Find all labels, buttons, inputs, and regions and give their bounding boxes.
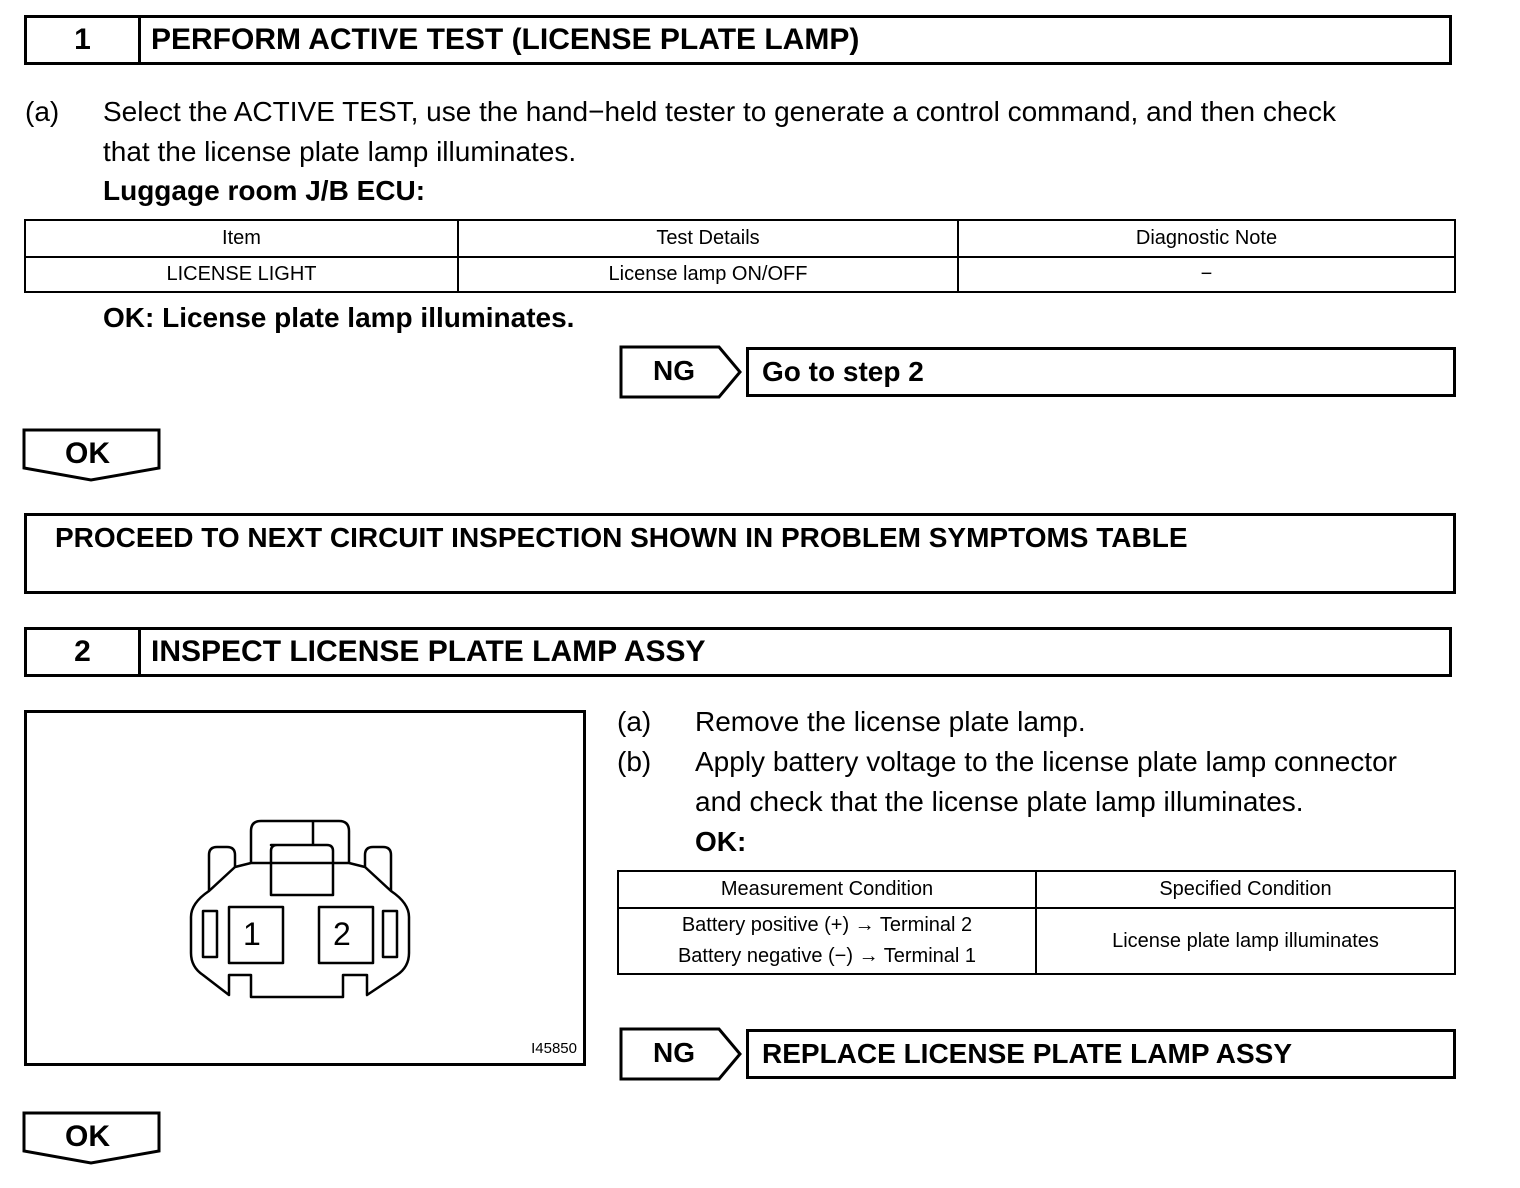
table-header-item: Item: [25, 220, 458, 257]
step-2-ng-label: NG: [653, 1037, 695, 1068]
table-cell-test-details: License lamp ON/OFF: [458, 257, 958, 292]
inspection-table: [617, 870, 1456, 975]
step-2-item-b-marker: (b): [617, 746, 652, 777]
table-cell-diagnostic-note: −: [958, 257, 1455, 292]
measurement-line-1: Battery positive (+) → Terminal 2: [681, 914, 973, 936]
step-1-number: 1: [27, 18, 141, 62]
table-row: [25, 257, 1455, 292]
measurement-line-2: Battery negative (−) → Terminal 1: [677, 945, 977, 967]
table-header-test-details: Test Details: [458, 220, 958, 257]
step-2-number: 2: [27, 630, 141, 674]
proceed-box: PROCEED TO NEXT CIRCUIT INSPECTION SHOWN IN PROBLEM SYMPTOMS TABLE: [24, 513, 1456, 594]
step-2-header: [24, 627, 1452, 677]
step-1-ng-action: Go to step 2: [746, 347, 1456, 397]
table-cell-measurement: [618, 908, 1036, 974]
step-2-ok-label: OK: [65, 1120, 110, 1153]
step-1-title: PERFORM ACTIVE TEST (LICENSE PLATE LAMP): [151, 23, 860, 56]
table-header-diagnostic-note: Diagnostic Note: [958, 220, 1455, 257]
step-2-item-a: Remove the license plate lamp.: [695, 706, 1086, 737]
terminal-1-label: 1: [243, 916, 261, 952]
step-2-title: INSPECT LICENSE PLATE LAMP ASSY: [151, 635, 706, 668]
step-2-item-a-marker: (a): [617, 706, 652, 737]
step-2-ng-action: REPLACE LICENSE PLATE LAMP ASSY: [746, 1029, 1456, 1079]
active-test-table: [24, 219, 1456, 293]
step-2-item-b-line2: and check that the license plate lamp illuminates.: [695, 786, 1304, 817]
step-1-ok-label: OK: [65, 437, 110, 470]
terminal-2-label: 2: [333, 916, 351, 952]
table-header-specified: Specified Condition: [1036, 871, 1455, 908]
connector-icon: [27, 713, 583, 1063]
figure-id: I45850: [531, 1040, 577, 1057]
connector-figure: [24, 710, 586, 1066]
step-1-ng-label: NG: [653, 355, 695, 386]
step-1-item-a-line1: Select the ACTIVE TEST, use the hand−held tester to generate a control command, and then check: [103, 96, 1336, 127]
step-1-item-a-line2: that the license plate lamp illuminates.: [103, 136, 577, 167]
step-1-header: [24, 15, 1452, 65]
step-2-item-b-line1: Apply battery voltage to the license plate lamp connector: [695, 746, 1397, 777]
ecu-label: Luggage room J/B ECU:: [103, 175, 426, 206]
step-1-item-a-marker: (a): [25, 96, 60, 127]
table-cell-specified: License plate lamp illuminates: [1036, 908, 1455, 974]
table-header-measurement: Measurement Condition: [618, 871, 1036, 908]
table-cell-item: LICENSE LIGHT: [25, 257, 458, 292]
step-1-ok-criteria: OK: License plate lamp illuminates.: [103, 302, 575, 333]
table-row: [618, 908, 1455, 974]
step-2-ok-heading: OK:: [695, 826, 747, 857]
